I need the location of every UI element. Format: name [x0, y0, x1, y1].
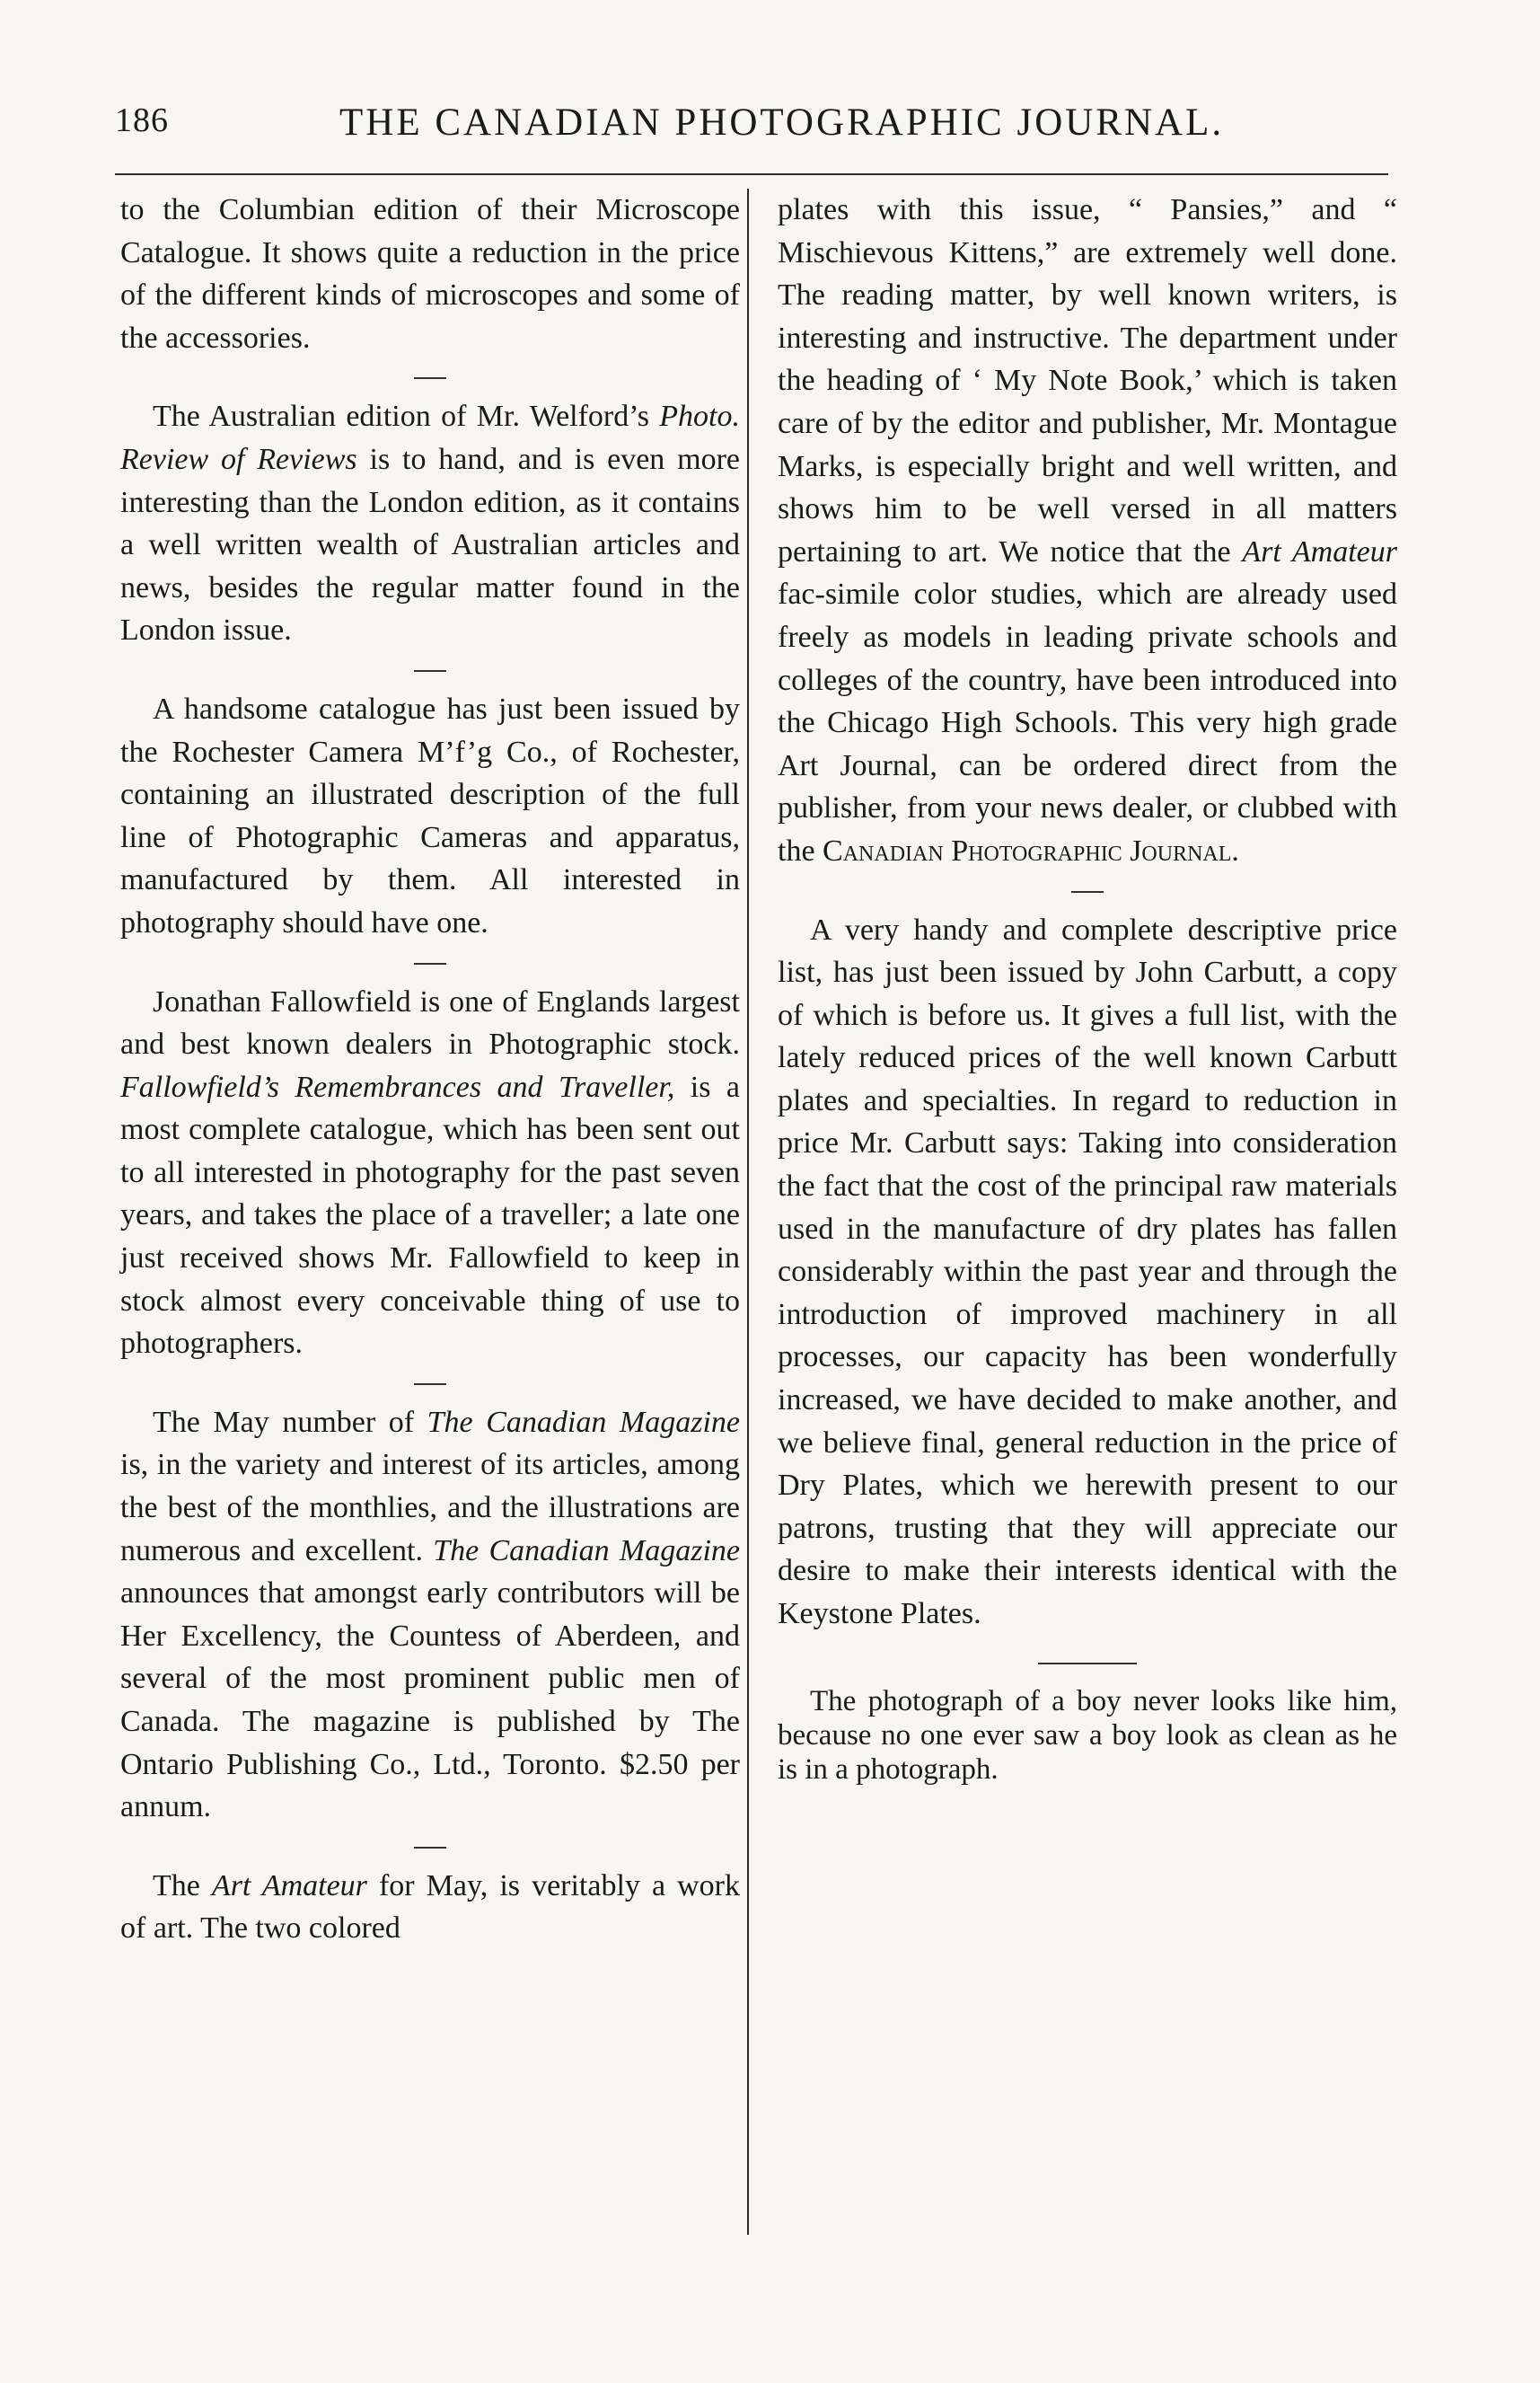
italic-title: Art Amateur — [1242, 534, 1397, 569]
text-run: The — [153, 1868, 212, 1902]
text-run: is to hand, and is even more interesting than the London edition, as it contains a well written wealth of Australian articles and news, besides the regular matter found in the London issue. — [120, 442, 740, 648]
journal-title: THE CANADIAN PHOTOGRAPHIC JOURNAL. — [339, 101, 1225, 144]
small-caps-journal-name: Canadian Photographic Journal. — [823, 834, 1239, 868]
column-divider-rule — [747, 189, 749, 2235]
italic-title: Fallowfield’s Remembrances and Traveller, — [120, 1070, 675, 1104]
text-run: Jonathan Fallowfield is one of Englands largest and best known dealers in Photographic stock. — [120, 984, 740, 1062]
paragraph-rochester-catalogue: A handsome catalogue has just been issued by the Rochester Camera M’f’g Co., of Rochester, containing an illustrated description of the full line of Photographic Cameras and apparatus, manufactured by them. All interested in photography should have one. — [120, 692, 740, 940]
text-run: is, in the variety and interest of its articles, among the best of the monthlies, and the illustrations are numerous and excellent. — [120, 1448, 740, 1567]
closing-rule — [1038, 1663, 1137, 1664]
page-number: 186 — [115, 101, 169, 139]
text-run: is a most complete catalogue, which has been sent out to all interested in photography for the past seven years, and takes the place of a traveller; a late one just received shows Mr. Fallowfield to keep in stock almost every conceivable thing of use to photographers. — [120, 1070, 740, 1361]
paragraph-carbutt-price-list: A very handy and complete descriptive price list, has just been issued by John Carbutt, a copy of which is before us. It gives a full list, with the lately reduced prices of the well known Carbutt plates and specialties. In regard to reduction in price Mr. Carbutt says: Taking into consideration the fact that the cost of the principal raw materials used in the manufacture of dry plates has fallen considerably within the past year and through the introduction of improved machinery in all processes, our capacity has been wonderfully increased, we have decided to make another, and we believe final, general reduction in the price of Dry Plates, which we herewith present to our patrons, trusting that they will appreciate our desire to make their interests identical with the Keystone Plates. — [778, 913, 1397, 1630]
paragraph-canadian-magazine — [120, 1401, 740, 1829]
paragraph-art-amateur-continued — [778, 189, 1397, 873]
section-dash — [414, 1383, 446, 1385]
paragraph-australian-edition — [120, 395, 740, 652]
section-dash — [1071, 891, 1104, 893]
section-dash — [414, 670, 446, 672]
right-column — [778, 189, 1397, 1787]
text-run: The Australian edition of Mr. Welford’s — [153, 400, 660, 434]
text-run: for May, is veritably a work of art. The two colored — [120, 1868, 740, 1946]
paragraph-microscope-catalogue: to the Columbian edition of their Microscope Catalogue. It shows quite a reduction in the price of the different kinds of microscopes and some of the accessories. — [120, 193, 740, 355]
italic-title: The Canadian Magazine — [427, 1405, 740, 1439]
paragraph-photograph-of-boy: The photograph of a boy never looks like him, because no one ever saw a boy look as clean as he is in a photograph. — [778, 1684, 1397, 1786]
italic-title: Art Amateur — [211, 1868, 367, 1902]
text-run: The May number of — [153, 1405, 427, 1439]
paragraph-art-amateur-start — [120, 1865, 740, 1950]
text-run: plates with this issue, “ Pansies,” and “ Mischievous Kittens,” are extremely well done. The reading matter, by well known writers, is interesting and instructive. The department under the heading of ‘ My Note Book,’ which is taken care of by the editor and publisher, Mr. Montague Marks, is especially bright and well written, and shows him to be well versed in all matters pertaining to art. We notice that the — [778, 193, 1397, 569]
italic-title: The Canadian Magazine — [433, 1533, 740, 1567]
section-dash — [414, 1847, 446, 1849]
page-header — [115, 101, 1390, 158]
section-dash — [414, 377, 446, 379]
text-run: announces that amongst early contributors will be Her Excellency, the Countess of Aberdeen, and several of the most prominent public men of Canada. The magazine is published by The Ontario Publishing Co., Ltd., Toronto. $2.50 per annum. — [120, 1576, 740, 1824]
left-column — [120, 189, 740, 1950]
header-rule — [115, 173, 1388, 175]
paragraph-fallowfield — [120, 981, 740, 1365]
section-dash — [414, 963, 446, 965]
italic-title: Photo. Review of Reviews — [120, 400, 740, 476]
text-run: fac-simile color studies, which are already used freely as models in leading private schools and colleges of the country, have been introduced into the Chicago High Schools. This very high grade Art Journal, can be ordered direct from the publisher, from your news dealer, or clubbed with the — [778, 578, 1397, 868]
